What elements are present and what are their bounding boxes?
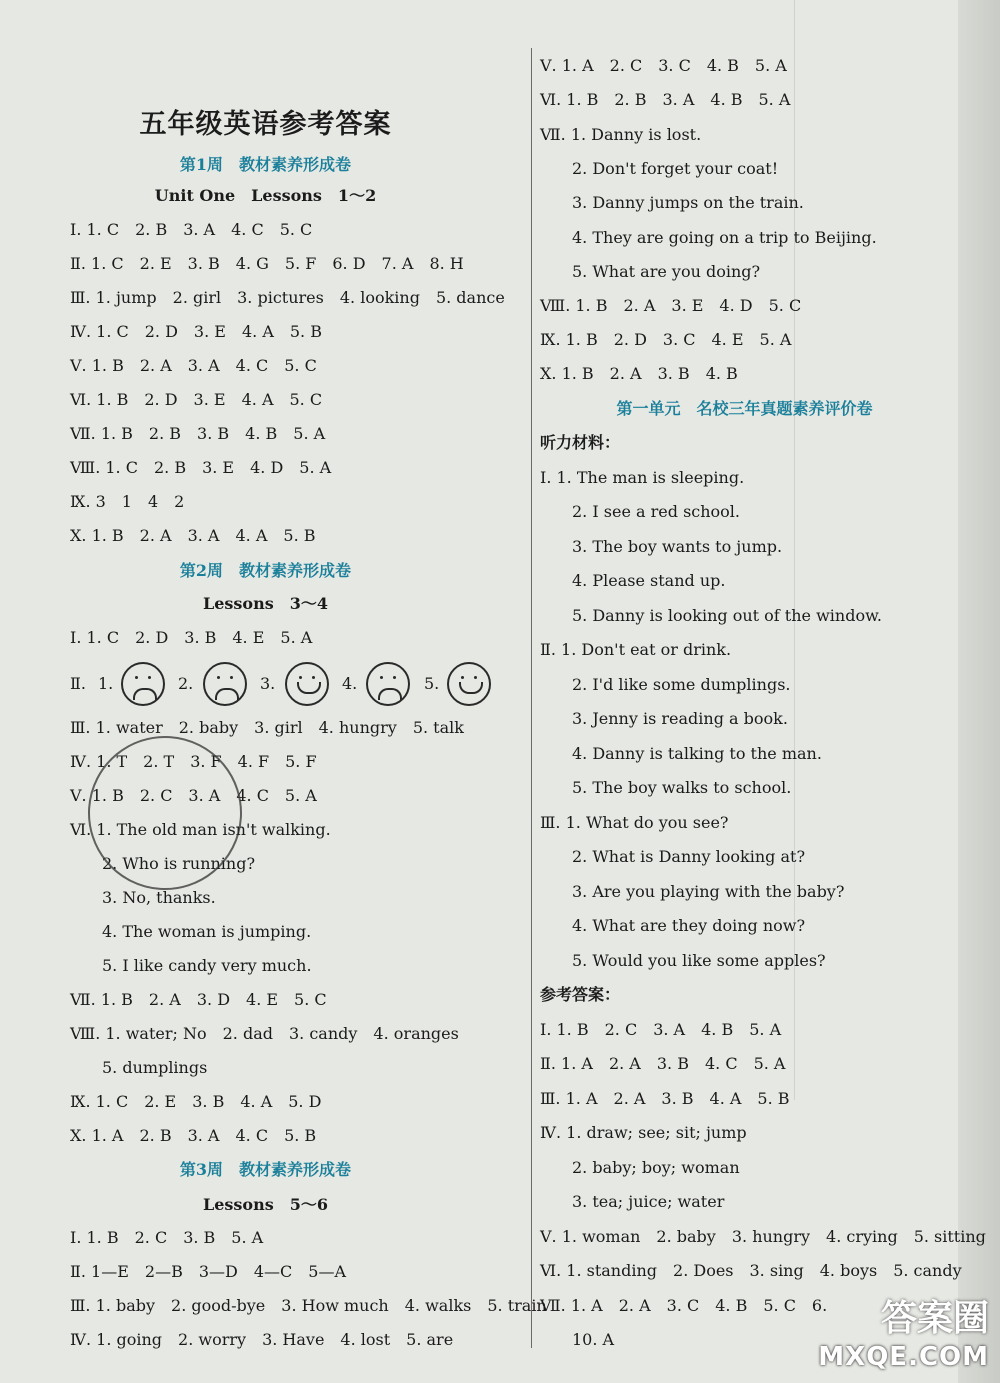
listening-line: 4. Danny is talking to the man. (540, 744, 822, 763)
answer-line: 2. baby; boy; woman (540, 1158, 740, 1177)
answer-line: Ⅹ. 1. B 2. A 3. A 4. A 5. B (70, 526, 316, 545)
answer-line: Ⅱ. 1. C 2. E 3. B 4. G 5. F 6. D 7. A 8. H (70, 254, 464, 273)
answer-line: Ⅵ. 1. B 2. B 3. A 4. B 5. A (540, 90, 791, 109)
answer-line: 2. Who is running? (70, 854, 256, 873)
answer-line: 3. Danny jumps on the train. (540, 193, 804, 212)
sad-face-icon (203, 662, 247, 706)
listening-line: 5. Danny is looking out of the window. (540, 606, 882, 625)
site-watermark (790, 1286, 995, 1376)
week1-subheader: Unit One Lessons 1～2 (154, 186, 377, 205)
answer-line: Ⅷ. 1. B 2. A 3. E 4. D 5. C (540, 296, 802, 315)
answer-line: Ⅶ. 1. Danny is lost. (540, 125, 702, 144)
answer-line: Ⅷ. 1. C 2. B 3. E 4. D 5. A (70, 458, 332, 477)
answer-line: Ⅳ. 1. C 2. D 3. E 4. A 5. B (70, 322, 322, 341)
handwritten-stamp-mark (68, 716, 262, 910)
face-number: 1. (98, 674, 114, 693)
listening-line: 2. What is Danny looking at? (540, 847, 806, 866)
answer-line: 5. I like candy very much. (70, 956, 312, 975)
answer-line: Ⅹ. 1. B 2. A 3. B 4. B (540, 364, 738, 383)
answer-line: 5. dumplings (70, 1058, 208, 1077)
answer-line: Ⅰ. 1. C 2. D 3. B 4. E 5. A (70, 628, 313, 647)
answer-line: 5. What are you doing? (540, 262, 761, 281)
listening-line: 5. The boy walks to school. (540, 778, 792, 797)
answer-line: Ⅵ. 1. standing 2. Does 3. sing 4. boys 5. candy (540, 1261, 962, 1280)
answer-line: Ⅴ. 1. woman 2. baby 3. hungry 4. crying 5. sitting (540, 1227, 986, 1246)
listening-line: 3. Are you playing with the baby? (540, 882, 845, 901)
answer-line: 3. tea; juice; water (540, 1192, 725, 1211)
answer-line: 4. The woman is jumping. (70, 922, 312, 941)
answer-line: Ⅸ. 1. B 2. D 3. C 4. E 5. A (540, 330, 792, 349)
listening-line: 3. Jenny is reading a book. (540, 709, 788, 728)
happy-face-icon (447, 662, 491, 706)
listening-line: 5. Would you like some apples? (540, 951, 826, 970)
answer-line: Ⅱ. 1. A 2. A 3. B 4. C 5. A (540, 1054, 786, 1073)
answer-line: Ⅰ. 1. B 2. C 3. A 4. B 5. A (540, 1020, 782, 1039)
answer-line: Ⅱ. 1—E 2—B 3—D 4—C 5—A (70, 1262, 347, 1281)
answer-line: Ⅵ. 1. The old man isn't walking. (70, 820, 331, 839)
answer-line: Ⅴ. 1. B 2. A 3. A 4. C 5. C (70, 356, 317, 375)
column-divider (531, 48, 532, 1348)
unit1-header: 第一单元 名校三年真题素养评价卷 (616, 399, 873, 418)
watermark-site-text: MXQE.COM (818, 1342, 989, 1372)
answer-line: Ⅴ. 1. B 2. C 3. A 4. C 5. A (70, 786, 317, 805)
watermark-logo-text: 答案圈 (880, 1298, 989, 1339)
answer-line: Ⅸ. 1. C 2. E 3. B 4. A 5. D (70, 1092, 322, 1111)
answer-line: Ⅸ. 3 1 4 2 (70, 492, 185, 511)
answer-line: Ⅲ. 1. water 2. baby 3. girl 4. hungry 5. talk (70, 718, 464, 737)
listening-line: 2. I'd like some dumplings. (540, 675, 791, 694)
listening-line: 4. Please stand up. (540, 571, 726, 590)
answer-line: 3. No, thanks. (70, 888, 216, 907)
listening-line: Ⅱ. 1. Don't eat or drink. (540, 640, 732, 659)
answer-line: Ⅶ. 1. B 2. A 3. D 4. E 5. C (70, 990, 327, 1009)
listening-line: 2. I see a red school. (540, 502, 741, 521)
answer-line: Ⅲ. 1. baby 2. good-bye 3. How much 4. walks 5. train (70, 1296, 547, 1315)
week1-header: 第1周 教材素养形成卷 (179, 155, 352, 174)
answer-line: Ⅲ. 1. A 2. A 3. B 4. A 5. B (540, 1089, 790, 1108)
face-number: 3. (260, 674, 276, 693)
answer-line: Ⅵ. 1. B 2. D 3. E 4. A 5. C (70, 390, 323, 409)
week3-subheader: Lessons 5～6 (202, 1195, 329, 1214)
answer-line: Ⅳ. 1. T 2. T 3. F 4. F 5. F (70, 752, 317, 771)
answer-line: Ⅳ. 1. going 2. worry 3. Have 4. lost 5. are (70, 1330, 454, 1349)
answer-line: Ⅷ. 1. water; No 2. dad 3. candy 4. oranges (70, 1024, 459, 1043)
week2-subheader: Lessons 3～4 (202, 594, 329, 613)
face-number: 5. (424, 674, 440, 693)
answer-line: Ⅴ. 1. A 2. C 3. C 4. B 5. A (540, 56, 787, 75)
answer-line: Ⅶ. 1. A 2. A 3. C 4. B 5. C 6. (540, 1296, 828, 1315)
answer-line: 4. They are going on a trip to Beijing. (540, 228, 877, 247)
adjacent-page-edge (958, 0, 1000, 1383)
listening-line: Ⅲ. 1. What do you see? (540, 813, 729, 832)
week2-header: 第2周 教材素养形成卷 (179, 561, 352, 580)
listening-line: Ⅰ. 1. The man is sleeping. (540, 468, 745, 487)
page-title: 五年级英语参考答案 (139, 109, 392, 140)
face-number: 2. (178, 674, 194, 693)
answer-line: Ⅰ. 1. C 2. B 3. A 4. C 5. C (70, 220, 313, 239)
face-number: 4. (342, 674, 358, 693)
answer-line: 2. Don't forget your coat! (540, 159, 779, 178)
answer-line: Ⅲ. 1. jump 2. girl 3. pictures 4. looking 5. dance (70, 288, 505, 307)
listening-label: 听力材料： (540, 433, 621, 452)
answer-line: Ⅶ. 1. B 2. B 3. B 4. B 5. A (70, 424, 326, 443)
answers-label: 参考答案： (540, 985, 621, 1004)
answer-line: Ⅳ. 1. draw; see; sit; jump (540, 1123, 747, 1142)
listening-line: 4. What are they doing now? (540, 916, 806, 935)
answer-line: Ⅹ. 1. A 2. B 3. A 4. C 5. B (70, 1126, 317, 1145)
answer-line: Ⅰ. 1. B 2. C 3. B 5. A (70, 1228, 264, 1247)
listening-line: 3. The boy wants to jump. (540, 537, 783, 556)
faces-row-label: Ⅱ. (70, 674, 86, 693)
answer-line: 10. A (540, 1330, 615, 1349)
sad-face-icon (121, 662, 165, 706)
sad-face-icon (366, 662, 410, 706)
week3-header: 第3周 教材素养形成卷 (179, 1160, 352, 1179)
happy-face-icon (285, 662, 329, 706)
